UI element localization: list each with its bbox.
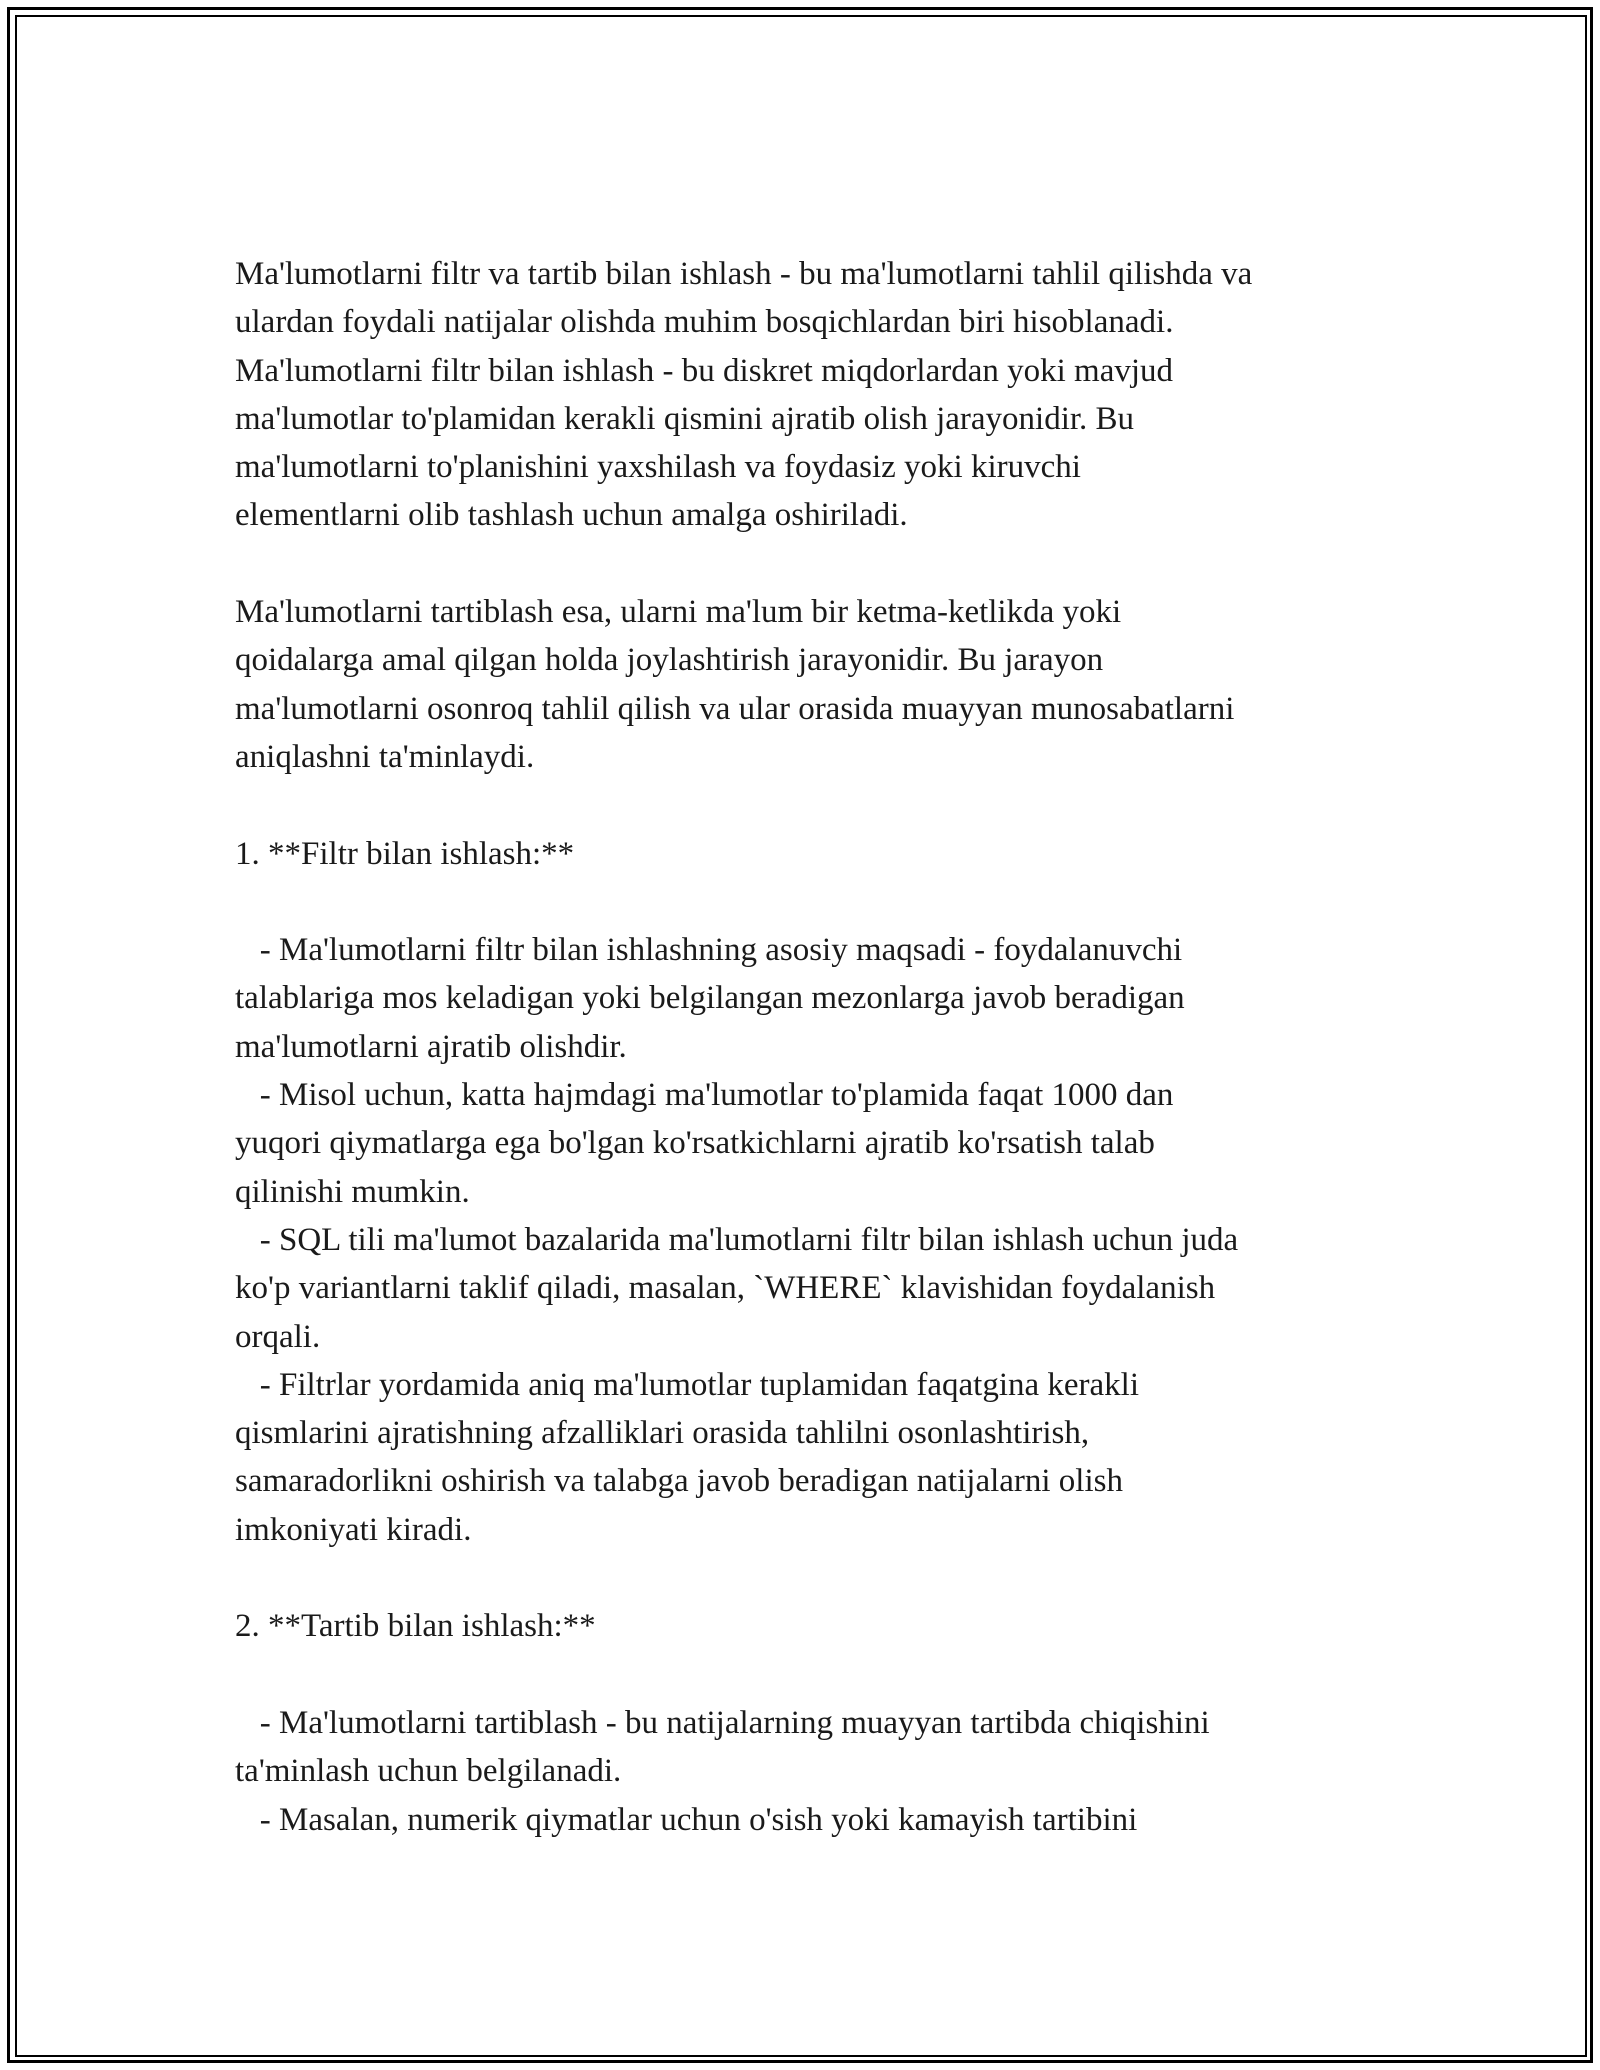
document-body-text: Ma'lumotlarni filtr va tartib bilan ishlash - bu ma'lumotlarni tahlil qilishda va ulardan foydali natijalar olishda muhim bosqichlardan biri hisoblanadi. Ma'lumotlarni filtr bilan ishlash - bu diskret miqdorlardan yoki mavjud ma'lumotlar to'plamidan kerakli qismini ajratib olish jarayonidir. Bu ma'lumotlarni to'planishini yaxshilash va foydasiz yoki kiruvchi elementlarni olib tashlash uchun amalga oshiriladi. Ma'lumotlarni tartiblash esa, ularni ma'lum bir ketma-ketlikda yoki qoidalarga amal qilgan holda joylashtirish jarayonidir. Bu jarayon ma'lumotlarni osonroq tahlil qilish va ular orasida muayyan munosabatlarni aniqlashni ta'minlaydi. 1. **Filtr bilan ishlash:** - Ma'lumotlarni filtr bilan ishlashning asosiy maqsadi - foydalanuvchi talablariga mos keladigan yoki belgilangan mezonlarga javob beradigan ma'lumotlarni ajratib olishdir. - Misol uchun, katta hajmdagi ma'lumotlar to'plamida faqat 1000 dan yuqori qiymatlarga ega bo'lgan ko'rsatkichlarni ajratib ko'rsatish talab qilinishi mumkin. - SQL tili ma'lumot bazalarida ma'lumotlarni filtr bilan ishlash uchun juda ko'p variantlarni taklif qiladi, masalan, `WHERE` klavishidan foydalanish orqali. - Filtrlar yordamida aniq ma'lumotlar tuplamidan faqatgina kerakli qismlarini ajratishning afzalliklari orasida tahlilni osonlashtirish, samaradorlikni oshirish va talabga javob beradigan natijalarni olish imkoniyati kiradi. 2. **Tartib bilan ishlash:** - Ma'lumotlarni tartiblash - bu natijalarning muayyan tartibda chiqishini ta'minlash uchun belgilanadi. - Masalan, numerik qiymatlar uchun o'sish yoki kamayish tartibini bbox=[235, 256, 1253, 1838]
